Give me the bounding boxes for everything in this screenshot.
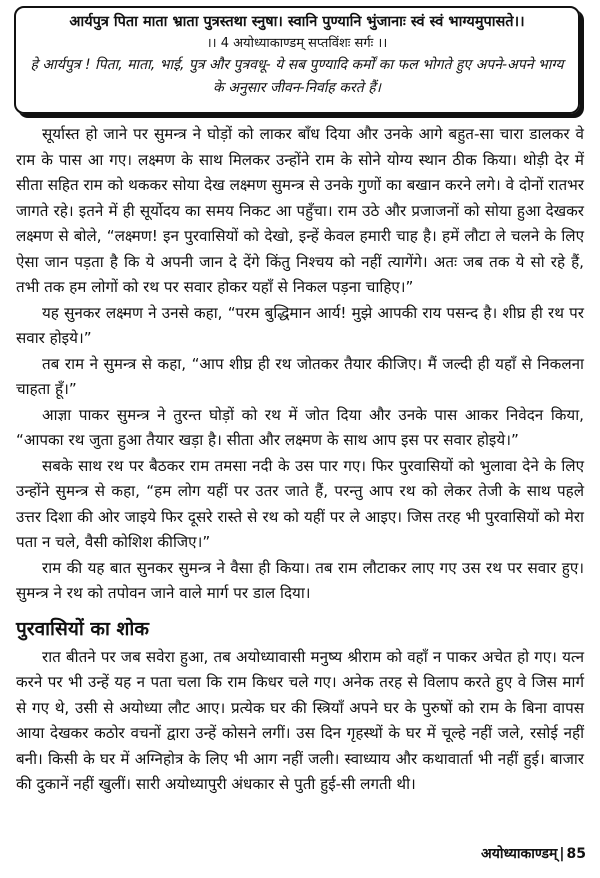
paragraph: यह सुनकर लक्ष्मण ने उनसे कहा, “परम बुद्धिमान आर्य! मुझे आपकी राय पसन्द है। शीघ्र ही रथ पर सवार होइये।” (16, 303, 584, 347)
paragraph: सबके साथ रथ पर बैठकर राम तमसा नदी के उस पार गए। फिर पुरवासियों को भुलावा देने के लिए उन्होंने सुमन्त्र से कहा, “हम लोग यहीं पर उतर जाते हैं, परन्तु आप रथ को लेकर तेजी के साथ पहले उत्तर दिशा की ओर जाइये फिर दूसरे रास्ते से रथ को यहीं पर ले आइए। जिस तरह भी पुरवासियों को मेरा पता न चले, वैसी कोशिश कीजिए।” (16, 456, 584, 551)
verse-meaning: हे आर्यपुत्र ! पिता, माता, भाई, पुत्र और पुत्रवधू- ये सब पुण्यादि कर्मों का फल भोगते हुए अपने-अपने भाग्य के अनुसार जीवन-निर्वाह करते हैं। (30, 57, 564, 96)
paragraph: राम की यह बात सुनकर सुमन्त्र ने वैसा ही किया। तब राम लौटाकर लाए गए उस रथ पर सवार हुए। सुमन्त्र ने रथ को तपोवन जाने वाले मार्ग पर डाल दिया। (16, 558, 584, 602)
paragraph: रात बीतने पर जब सवेरा हुआ, तब अयोध्यावासी मनुष्य श्रीराम को वहाँ न पाकर अचेत हो गए। यत्न करने पर भी उन्हें यह न पता चला कि राम किधर चले गए। अनेक तरह से विलाप करते हुए वे जिस मार्ग से गए थे, उसी से अयोध्या लौट आए। प्रत्येक घर की स्त्रियाँ अपने घर के पुरुषों को राम के बिना वापस आया देखकर कठोर वचनों द्वारा उन्हें कोसने लगीं। उस दिन गृहस्थों के घर में चूल्हे नहीं जले, रसोई नहीं बनी। किसी के घर में अग्निहोत्र के लिए भी आग नहीं जली। स्वाध्याय और कथावार्ता भी नहीं हुई। बाजार की दुकानें नहीं खुलीं। सारी अयोध्यापुरी अंधकार से पुती हुई-सी लगती थी। (16, 647, 584, 793)
page-content (16, 122, 584, 798)
verse-sanskrit: आर्यपुत्र पिता माता भ्राता पुत्रस्तथा स्नुषा। स्वानि पुण्यानि भुंजानाः स्वं स्वं भाग्यमुपासते।। (69, 14, 525, 30)
paragraph: तब राम ने सुमन्त्र से कहा, “आप शीघ्र ही रथ जोतकर तैयार कीजिए। मैं जल्दी ही यहाँ से निकलना चाहता हूँ।” (16, 354, 584, 398)
section-heading: पुरवासियों का शोक (16, 617, 149, 640)
verse-box (14, 6, 580, 114)
page-footer (481, 844, 586, 863)
footer-separator: | (559, 846, 565, 862)
paragraph: सूर्यास्त हो जाने पर सुमन्त्र ने घोड़ों को लाकर बाँध दिया और उनके आगे बहुत-सा चारा डालकर वे राम के पास आ गए। लक्ष्मण के साथ मिलकर उन्होंने राम के सोने योग्य स्थान ठीक किया। थोड़ी देर में सीता सहित राम को थककर सोया देख लक्ष्मण सुमन्त्र से उनके गुणों का बखान करने लगे। वे दोनों रातभर जागते रहे। इतने में ही सूर्योदय का समय निकट आ पहुँचा। राम उठे और प्रजाजनों को सोया हुआ देखकर लक्ष्मण से बोले, “लक्ष्मण! इन पुरवासियों को देखो, इन्हें केवल हमारी चाह है। हमें लौटा ले चलने के लिए ऐसा जान पड़ता है कि ये अपनी जान दे देंगे किंतु निश्चय को नहीं त्यागेंगे। अतः जब तक ये सो रहे हैं, तभी तक हम लोगों को रथ पर सवार होकर यहाँ से निकल पड़ना चाहिए।” (16, 125, 584, 296)
footer-book-title: अयोध्याकाण्डम् (481, 846, 558, 862)
verse-reference: ।। 4 अयोध्याकाण्डम् सप्तविंशः सर्गः ।। (206, 36, 388, 51)
paragraph: आज्ञा पाकर सुमन्त्र ने तुरन्त घोड़ों को रथ में जोत दिया और उनके पास आकर निवेदन किया, “आपका रथ जुता हुआ तैयार खड़ा है। सीता और लक्ष्मण के साथ आप इस पर सवार होइये।” (16, 405, 584, 449)
page-number: 85 (566, 846, 586, 862)
